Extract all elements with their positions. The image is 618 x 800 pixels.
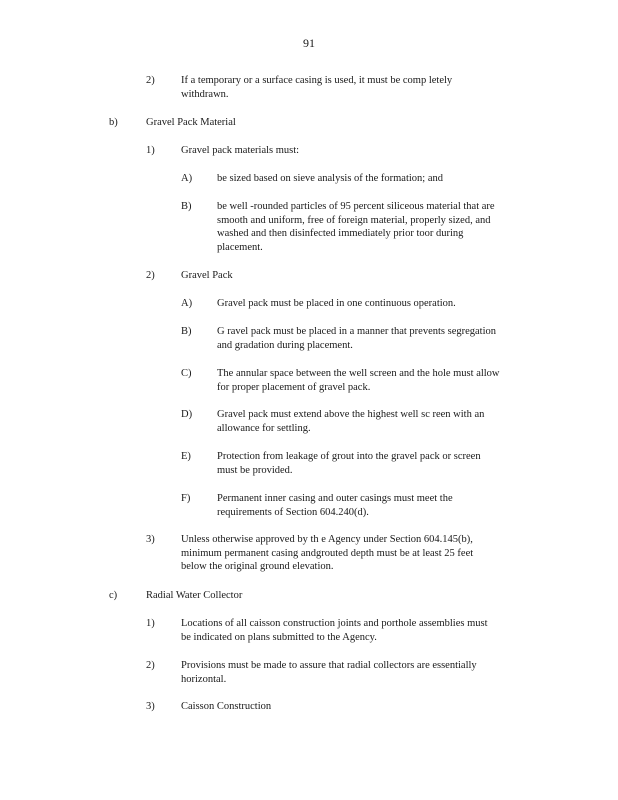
section-label: b) — [109, 117, 118, 128]
item-text: Unless otherwise approved by th e Agency under Section 604.145(b), minimum permanent casing andgrouted depth must be at least 25 feet below the original ground elevation. — [181, 534, 474, 572]
item-label: 1) — [146, 618, 155, 629]
item-label: 2) — [146, 660, 155, 671]
item-text: Gravel Pack — [181, 270, 233, 281]
item-text: Provisions must be made to assure that radial collectors are essentially horizontal. — [181, 660, 477, 685]
subitem-label: B) — [181, 201, 192, 212]
subitem-text: Gravel pack must extend above the highest well sc reen with an allowance for settling. — [217, 409, 485, 434]
subitem-label: A) — [181, 173, 193, 184]
subitem-text: Permanent inner casing and outer casings must meet the requirements of Section 604.240(d). — [217, 493, 453, 518]
item-label: 3) — [146, 534, 155, 545]
subitem-label: F) — [181, 493, 191, 504]
subitem-label: A) — [181, 298, 193, 309]
subitem-text: Gravel pack must be placed in one continuous operation. — [217, 298, 456, 309]
item-text: Locations of all caisson construction joints and porthole assemblies must be indicated on plans submitted to the Agency. — [181, 618, 488, 643]
section-label: c) — [109, 590, 118, 601]
item-label: 2) — [146, 270, 155, 281]
subitem-label: B) — [181, 326, 192, 337]
item-label: 1) — [146, 145, 155, 156]
subitem-text: Protection from leakage of grout into the gravel pack or screen must be provided. — [217, 451, 481, 476]
subitem-label: E) — [181, 451, 191, 462]
subitem-label: C) — [181, 368, 192, 379]
item-text: Caisson Construction — [181, 701, 272, 712]
page-number: 91 — [303, 36, 315, 50]
item-text: If a temporary or a surface casing is used, it must be comp letely withdrawn. — [181, 75, 453, 100]
item-label: 3) — [146, 701, 155, 712]
section-heading: Radial Water Collector — [146, 590, 243, 601]
subitem-label: D) — [181, 409, 193, 420]
subitem-text: G ravel pack must be placed in a manner that prevents segregation and gradation during placement. — [217, 326, 497, 351]
section-heading: Gravel Pack Material — [146, 117, 236, 128]
subitem-text: be sized based on sieve analysis of the formation; and — [217, 173, 443, 184]
subitem-text: The annular space between the well screen and the hole must allow for proper placement of gravel pack. — [217, 368, 500, 393]
subitem-text: be well -rounded particles of 95 percent siliceous material that are smooth and uniform, free of foreign material, properly sized, and washed and then disinfected immediately prior toor during placement. — [217, 201, 495, 253]
item-label: 2) — [146, 75, 155, 86]
item-text: Gravel pack materials must: — [181, 145, 300, 156]
